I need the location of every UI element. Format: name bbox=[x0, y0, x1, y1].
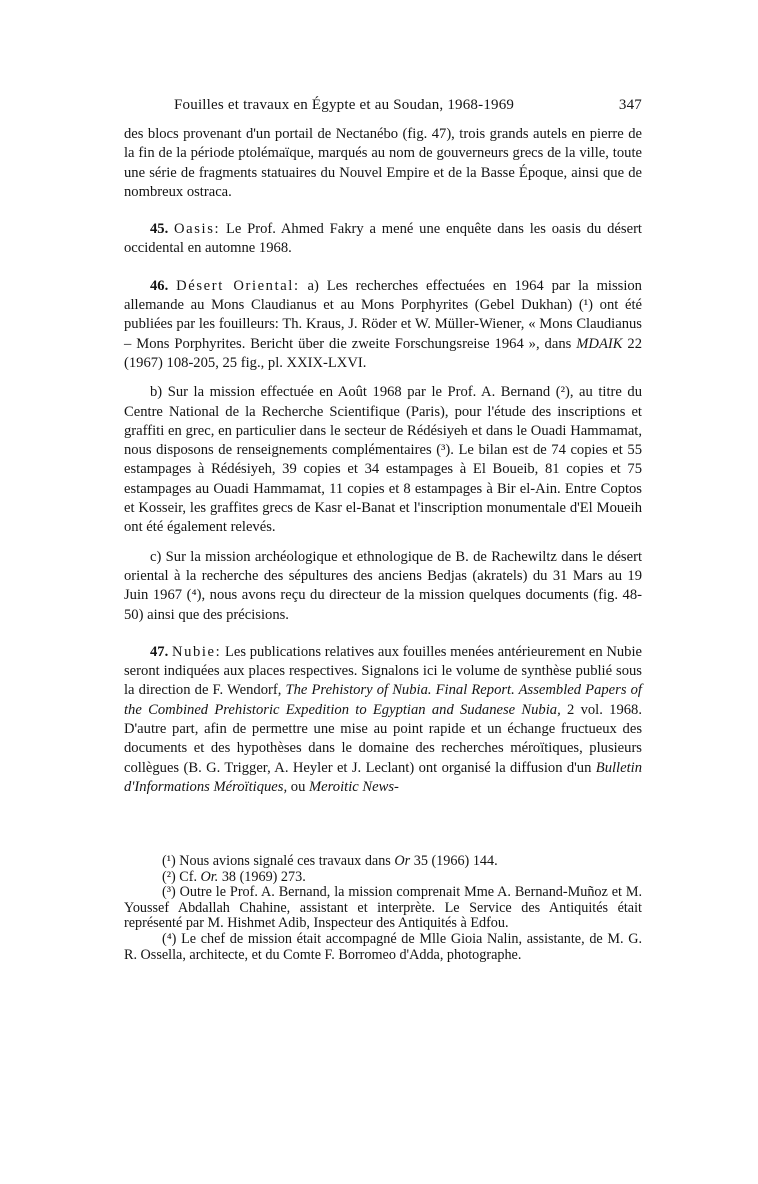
footnote-marker: (⁴) bbox=[162, 930, 177, 947]
paragraph-continued bbox=[124, 125, 642, 202]
main-text bbox=[124, 125, 642, 797]
footnote-4 bbox=[124, 932, 642, 963]
page-number: 347 bbox=[618, 97, 642, 113]
section-text: ou bbox=[290, 778, 306, 795]
footnote-marker: (²) bbox=[162, 868, 176, 885]
subsection-46c bbox=[124, 548, 642, 625]
section-heading: Désert Oriental: bbox=[176, 277, 300, 294]
section-text: Le Prof. Ahmed Fakry a mené une enquête dans les oasis du désert occidental en automne 1968. bbox=[124, 221, 642, 257]
paragraph-text: des blocs provenant d'un portail de Nectanébo (fig. 47), trois grands autels en pierre de la fin de la période ptolémaïque, marqués au nom de gouverneurs grecs de la ville, toute une série de fragments statuaires du Nouvel Empire et de la Basse Époque, ainsi que de nombreux ostraca. bbox=[124, 126, 642, 200]
section-text: Les publications relatives aux fouilles menées antérieurement en Nubie seront indiquées aux places respectives. Signalons ici le volume de synthèse publié sous la direction de F. Wendorf, bbox=[124, 643, 642, 699]
section-number: 46. bbox=[150, 277, 169, 294]
section-47-nubie bbox=[124, 643, 642, 797]
subsection-46b bbox=[124, 383, 642, 537]
footnote-marker: (³) bbox=[162, 884, 176, 901]
footnote-text: Le chef de mission était accompagné de Mlle Gioia Nalin, assistante, de M. G. R. Ossella, architecte, et du Comte F. Borromeo d'Adda, photographe. bbox=[124, 930, 642, 963]
footnote-1 bbox=[124, 854, 642, 870]
journal-title: Or. bbox=[200, 868, 219, 885]
section-45-oasis bbox=[124, 220, 642, 259]
footnote-text: Nous avions signalé ces travaux dans bbox=[179, 853, 391, 869]
section-46-desert-oriental bbox=[124, 277, 642, 373]
footnote-text: Outre le Prof. A. Bernand, la mission comprenait Mme A. Bernand-Muñoz et M. Youssef Abdallah Chahine, assistant et interprète. Le Service des Antiquités était représenté par M. Hishmet Adib, Inspecteur des Antiquités à Edfou. bbox=[124, 884, 643, 932]
footnote-2 bbox=[124, 870, 642, 886]
footnote-text: 35 (1966) 144. bbox=[413, 853, 498, 869]
subsection-text: c) Sur la mission archéologique et ethnologique de B. de Rachewiltz dans le désert oriental à la recherche des sépultures des anciens Bedjas (akratels) du 31 Mars au 19 Juin 1967 (⁴), nous avons reçu du directeur de la mission quelques documents (fig. 48-50) ainsi que des précisions. bbox=[124, 548, 642, 623]
footnote-text: Cf. bbox=[179, 868, 197, 885]
footnote-3 bbox=[124, 885, 642, 932]
bulletin-title: Bulletin d'Informations Méroïtiques, bbox=[124, 759, 642, 795]
subsection-text: b) Sur la mission effectuée en Août 1968 par le Prof. A. Bernand (²), au titre du Centre National de la Recherche Scientifique (Paris), pour l'étude des inscriptions et graffiti en grec, en particulier dans le secteur de Rédésiyeh et dans le Ouadi Hammamat, nous disposons de renseignements complémentaires (³). Le bilan est de 74 copies et 55 estampages à Rédésiyeh, 39 copies et 34 estampages à El Boueib, 81 copies et 75 estampages au Ouadi Hammamat, 11 copies et 8 estampages à Bir el-Ain. Entre Coptos et Kosseir, les graffites grecs de Kasr el-Banat et l'inscription monumentale d'El Moueih ont été également relevés. bbox=[124, 384, 642, 536]
journal-title: MDAIK bbox=[576, 335, 623, 352]
section-heading: Nubie: bbox=[171, 643, 222, 660]
section-text: 2 vol. 1968. D'autre part, afin de permettre une mise au point rapide et un échange fructueux des documents et des hypothèses dans le domaine des recherches méroïtiques, plusieurs collègues (B. G. Trigger, A. Heyler et J. Leclant) ont organisé la diffusion d'un bbox=[124, 701, 642, 776]
section-number: 45. bbox=[150, 221, 169, 238]
footnote-text: 38 (1969) 273. bbox=[221, 868, 306, 885]
running-title: Fouilles et travaux en Égypte et au Soudan, 1968-1969 bbox=[174, 97, 515, 113]
section-number: 47. bbox=[150, 643, 169, 660]
footnotes bbox=[124, 854, 642, 963]
book-title: The Prehistory of Nubia. Final Report. Assembled Papers of the Combined Prehistoric Expedition to Egyptian and Sudanese Nubia, bbox=[124, 682, 642, 718]
section-text: 22 (1967) 108-205, 25 fig., pl. XXIX-LXVI. bbox=[124, 335, 642, 371]
section-heading: Oasis: bbox=[174, 221, 221, 238]
journal-title: Or bbox=[394, 853, 411, 869]
section-text: a) Les recherches effectuées en 1964 par la mission allemande au Mons Claudianus et au Mons Porphyrites (Gebel Dukhan) (¹) ont été publiées par les fouilleurs: Th. Kraus, J. Röder et W. Müller-Wiener, « Mons Claudianus – Mons Porphyrites. Bericht über die zweite Forschungsreise 1964 », dans bbox=[124, 277, 642, 352]
newsletter-title: Meroitic News- bbox=[309, 778, 399, 795]
running-header bbox=[174, 97, 642, 114]
footnote-marker: (¹) bbox=[162, 853, 176, 869]
